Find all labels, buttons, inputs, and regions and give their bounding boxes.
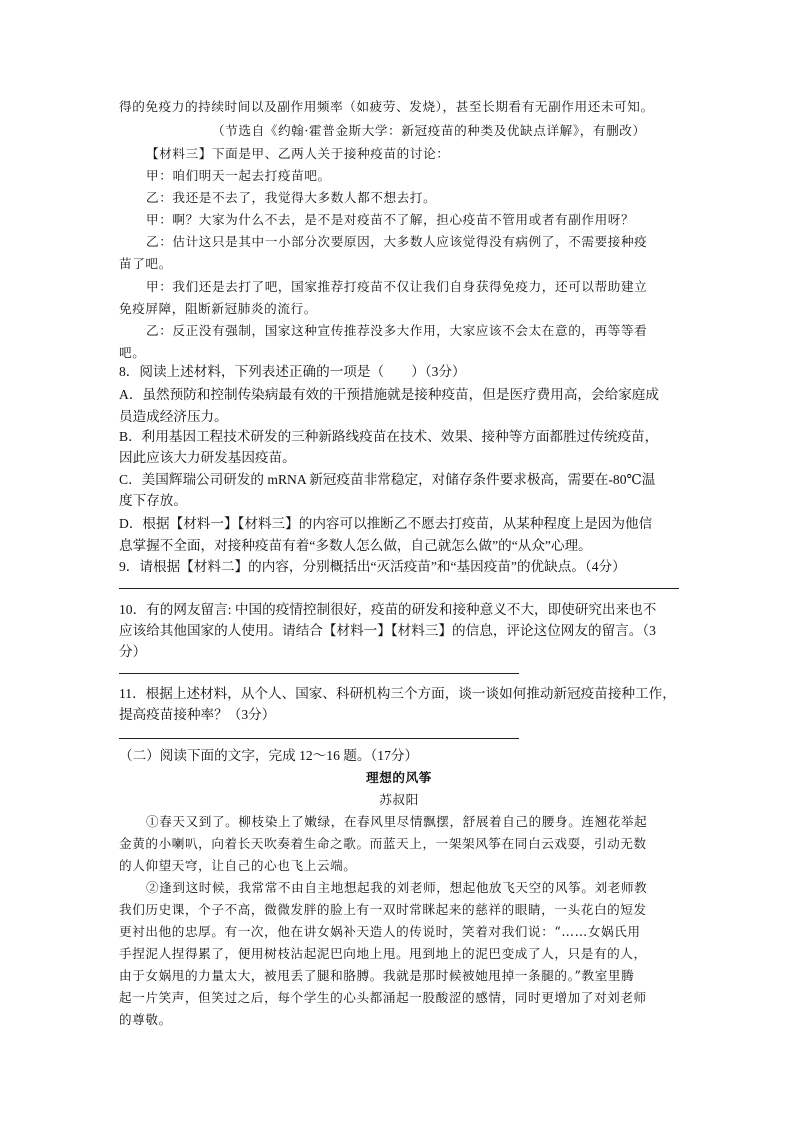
dialogue-line: 乙：估计这只是其中一小部分次要原因，大多数人应该觉得没有病例了，不需要接种疫 xyxy=(146,234,648,249)
material2-tail-text: 得的免疫力的持续时间以及副作用频率（如疲劳、发烧），甚至长期看有无副作用还未可知。 xyxy=(119,99,654,114)
dialogue-line: 苗了吧。 xyxy=(119,256,172,271)
material2-source: （节选自《约翰·霍普金斯大学：新冠疫苗的种类及优缺点详解》，有删改） xyxy=(212,123,646,138)
answer-line[interactable] xyxy=(119,738,519,739)
article-title: 理想的风筝 xyxy=(366,770,432,785)
question-8-option: B．利用基因工程技术研发的三种新路线疫苗在技术、效果、接种等方面都胜过传统疫苗， xyxy=(119,429,659,444)
article-paragraph-1-line: ①春天又到了。柳枝染上了嫩绿，在春风里尽情飘摆，舒展着自己的腰身。连翘花举起 xyxy=(146,814,648,829)
article-paragraph-2-line: 起一片笑声，但笑过之后，每个学生的心头都涌起一股酸涩的感情，同时更增加了对刘老师 xyxy=(119,990,647,1005)
article-paragraph-2-line: 由于女娲甩的力量太大，被甩丢了腿和胳膊。我就是那时候被她甩掉一条腿的。”教室里腾 xyxy=(119,968,635,983)
question-8-option: 因此应该大力研发基因疫苗。 xyxy=(119,450,296,465)
article-paragraph-2-line: ②逢到这时候，我常常不由自主地想起我的刘老师，想起他放飞天空的风筝。刘老师教 xyxy=(146,880,648,895)
dialogue-line: 甲：咱们明天一起去打疫苗吧。 xyxy=(146,168,331,183)
dialogue-line: 乙：我还是不去了，我觉得大多数人都不想去打。 xyxy=(146,190,437,205)
answer-line[interactable] xyxy=(119,673,519,674)
article-paragraph-2-line: 手捏泥人捏得累了，便用树枝沾起泥巴向地上甩。甩到地上的泥巴变成了人，只是有的人， xyxy=(119,946,647,961)
dialogue-line: 吧。 xyxy=(119,345,146,360)
question-11-line: 提高疫苗接种率？（3分） xyxy=(119,707,276,722)
section-2-heading: （二）阅读下面的文字，完成 12～16 题。（17分） xyxy=(119,748,419,763)
question-10-line: 10．有的网友留言: 中国的疫情控制很好，疫苗的研发和接种意义不大，即使研究出来也不 xyxy=(119,602,657,617)
question-8-option: C．美国辉瑞公司研发的 mRNA 新冠疫苗非常稳定，对储存条件要求极高，需要在-80℃温 xyxy=(119,472,656,487)
dialogue-line: 甲：我们还是去打了吧，国家推荐打疫苗不仅让我们自身获得免疫力，还可以帮助建立 xyxy=(146,279,648,294)
answer-line[interactable] xyxy=(119,588,679,589)
dialogue-line: 乙：反正没有强制，国家这种宣传推荐没多大作用，大家应该不会太在意的，再等等看 xyxy=(146,323,648,338)
question-8-option: 度下存放。 xyxy=(119,493,187,508)
article-author: 苏叔阳 xyxy=(379,792,419,807)
question-9-stem: 9．请根据【材料二】的内容，分别概括出“灭活疫苗”和“基因疫苗”的优缺点。（4分） xyxy=(119,559,626,574)
question-8-option: D．根据【材料一】【材料三】的内容可以推断乙不愿去打疫苗，从某种程度上是因为他信 xyxy=(119,516,653,531)
article-paragraph-2-line: 我们历史课，个子不高，微微发胖的脸上有一双时常眯起来的慈祥的眼睛，一头花白的短发 xyxy=(119,902,647,917)
question-8-option: 员造成经济压力。 xyxy=(119,409,228,424)
question-8-option: A．虽然预防和控制传染病最有效的干预措施就是接种疫苗，但是医疗费用高，会给家庭成 xyxy=(119,387,659,402)
article-paragraph-1-line: 的人仰望天穹，让自己的心也飞上云端。 xyxy=(119,858,357,873)
dialogue-line: 免疫屏障，阻断新冠肺炎的流行。 xyxy=(119,301,317,316)
question-11-line: 11．根据上述材料，从个人、国家、科研机构三个方面，谈一谈如何推动新冠疫苗接种工作， xyxy=(119,686,676,701)
question-8-stem: 8．阅读上述材料，下列表述正确的一项是（ ）（3分） xyxy=(119,364,466,379)
question-10-line: 分） xyxy=(119,644,147,659)
material3-intro: 【材料三】下面是甲、乙两人关于接种疫苗的讨论： xyxy=(146,146,450,161)
article-paragraph-2-line: 的尊敬。 xyxy=(119,1012,172,1027)
question-10-line: 应该给其他国家的人使用。请结合【材料一】【材料三】的信息，评论这位网友的留言。（3 xyxy=(119,623,656,638)
article-paragraph-2-line: 更衬出他的忠厚。有一次，他在讲女娲补天造人的传说时，笑着对我们说：“……女娲氏用 xyxy=(119,924,641,939)
dialogue-line: 甲：啊？大家为什么不去，是不是对疫苗不了解，担心疫苗不管用或者有副作用呀？ xyxy=(146,212,635,227)
question-8-option: 息掌握不全面，对接种疫苗有着“多数人怎么做，自己就怎么做”的“从众”心理。 xyxy=(119,538,592,553)
article-paragraph-1-line: 金黄的小喇叭，向着长天吹奏着生命之歌。而蓝天上，一架架风筝在同白云戏耍，引动无数 xyxy=(119,836,647,851)
